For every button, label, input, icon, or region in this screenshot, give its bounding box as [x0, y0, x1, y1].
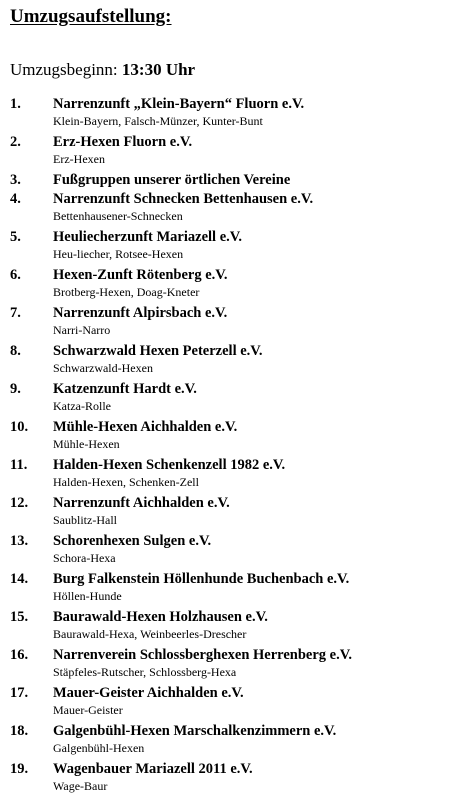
list-item-number: 7.	[10, 305, 21, 321]
list-item	[10, 342, 450, 380]
start-time: 13:30 Uhr	[121, 60, 196, 79]
parade-lineup-list	[10, 95, 450, 798]
list-item-groups: Klein-Bayern, Falsch-Münzer, Kunter-Bunt	[53, 114, 263, 128]
list-item-groups: Brotberg-Hexen, Doag-Kneter	[53, 285, 200, 299]
list-item	[10, 304, 450, 342]
list-item	[10, 418, 450, 456]
list-item-groups: Schwarzwald-Hexen	[53, 361, 153, 375]
list-item	[10, 266, 450, 304]
list-item-groups: Katza-Rolle	[53, 399, 111, 413]
list-item-name: Erz-Hexen Fluorn e.V.	[53, 134, 193, 150]
list-item-groups: Galgenbühl-Hexen	[53, 741, 145, 755]
list-item	[10, 380, 450, 418]
list-item	[10, 494, 450, 532]
list-item-number: 4.	[10, 191, 21, 207]
list-item	[10, 722, 450, 760]
list-item-groups: Wage-Baur	[53, 779, 108, 793]
list-item-groups: Erz-Hexen	[53, 152, 105, 166]
list-item-number: 13.	[10, 533, 29, 549]
list-item-number: 11.	[10, 457, 28, 473]
list-item-name: Mauer-Geister Aichhalden e.V.	[53, 685, 244, 701]
list-item-name: Burg Falkenstein Höllenhunde Buchenbach e.V.	[53, 571, 350, 587]
list-item-number: 12.	[10, 495, 29, 511]
list-item-groups: Mühle-Hexen	[53, 437, 120, 451]
list-item-name: Wagenbauer Mariazell 2011 e.V.	[53, 761, 253, 777]
list-item-groups: Narri-Narro	[53, 323, 111, 337]
list-item-number: 10.	[10, 419, 29, 435]
list-item-groups: Bettenhausener-Schnecken	[53, 209, 183, 223]
list-item-number: 17.	[10, 685, 29, 701]
list-item-name: Hexen-Zunft Rötenberg e.V.	[53, 267, 228, 283]
list-item	[10, 532, 450, 570]
list-item	[10, 570, 450, 608]
list-item-number: 1.	[10, 96, 21, 112]
parade-start	[10, 60, 195, 80]
list-item-number: 16.	[10, 647, 29, 663]
list-item-name: Narrenzunft Alpirsbach e.V.	[53, 305, 228, 321]
list-item-number: 5.	[10, 229, 21, 245]
list-item-groups: Halden-Hexen, Schenken-Zell	[53, 475, 199, 489]
list-item	[10, 133, 450, 171]
list-item-name: Narrenverein Schlossberghexen Herrenberg e.V.	[53, 647, 352, 663]
list-item-groups: Stäpfeles-Rutscher, Schlossberg-Hexa	[53, 665, 237, 679]
list-item-groups: Heu-liecher, Rotsee-Hexen	[53, 247, 184, 261]
list-item-number: 2.	[10, 134, 21, 150]
list-item-number: 14.	[10, 571, 29, 587]
list-item-name: Schwarzwald Hexen Peterzell e.V.	[53, 343, 263, 359]
list-item-name: Narrenzunft Aichhalden e.V.	[53, 495, 230, 511]
list-item	[10, 760, 450, 798]
list-item-name: Narrenzunft „Klein-Bayern“ Fluorn e.V.	[53, 96, 305, 112]
list-item-name: Narrenzunft Schnecken Bettenhausen e.V.	[53, 191, 314, 207]
list-item-name: Halden-Hexen Schenkenzell 1982 e.V.	[53, 457, 286, 473]
list-item-number: 9.	[10, 381, 21, 397]
list-item-number: 15.	[10, 609, 29, 625]
list-item-number: 6.	[10, 267, 21, 283]
list-item-name: Schorenhexen Sulgen e.V.	[53, 533, 212, 549]
list-item-number: 19.	[10, 761, 29, 777]
list-item	[10, 646, 450, 684]
list-item-name: Katzenzunft Hardt e.V.	[53, 381, 197, 397]
list-item-groups: Höllen-Hunde	[53, 589, 122, 603]
start-label: Umzugsbeginn:	[10, 60, 118, 79]
list-item	[10, 456, 450, 494]
list-item-number: 8.	[10, 343, 21, 359]
list-item	[10, 228, 450, 266]
list-item-number: 3.	[10, 172, 21, 188]
list-item-name: Fußgruppen unserer örtlichen Vereine	[53, 172, 291, 188]
list-item	[10, 608, 450, 646]
list-item-groups: Saublitz-Hall	[53, 513, 117, 527]
list-item	[10, 684, 450, 722]
list-item	[10, 171, 450, 190]
list-item-name: Galgenbühl-Hexen Marschalkenzimmern e.V.	[53, 723, 337, 739]
list-item	[10, 190, 450, 228]
list-item-name: Baurawald-Hexen Holzhausen e.V.	[53, 609, 268, 625]
list-item-groups: Schora-Hexa	[53, 551, 116, 565]
list-item	[10, 95, 450, 133]
list-item-name: Heuliecherzunft Mariazell e.V.	[53, 229, 242, 245]
list-item-name: Mühle-Hexen Aichhalden e.V.	[53, 419, 238, 435]
document-title: Umzugsaufstellung:	[10, 6, 172, 27]
list-item-number: 18.	[10, 723, 29, 739]
list-item-groups: Mauer-Geister	[53, 703, 123, 717]
list-item-groups: Baurawald-Hexa, Weinbeerles-Drescher	[53, 627, 247, 641]
